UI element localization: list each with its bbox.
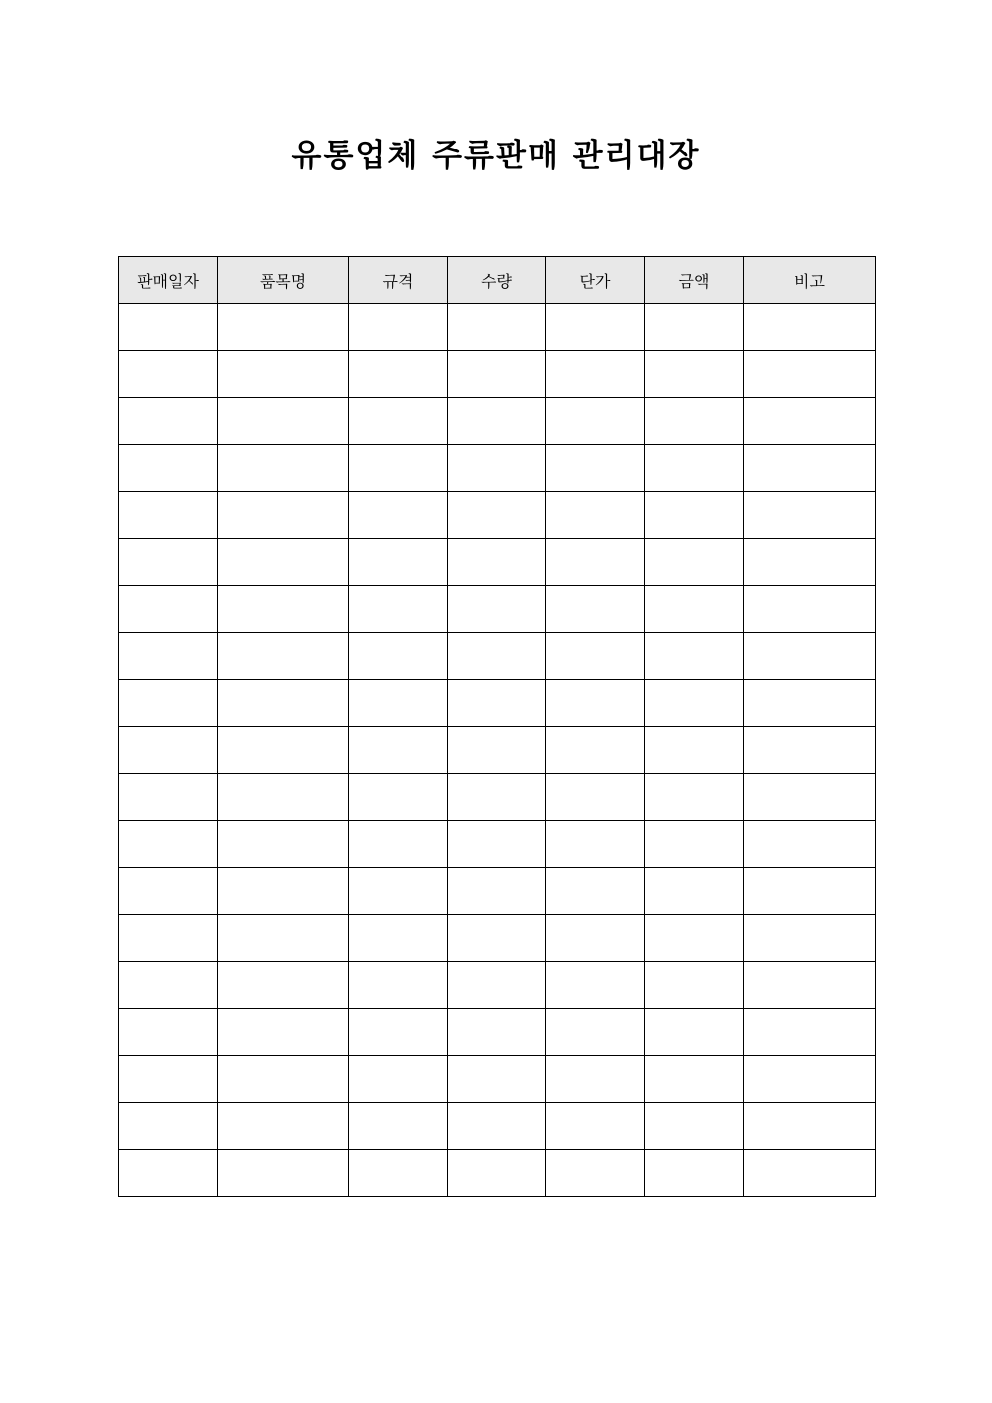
cell-remarks[interactable] <box>744 962 876 1009</box>
cell-quantity[interactable] <box>448 351 546 398</box>
cell-remarks[interactable] <box>744 539 876 586</box>
cell-amount[interactable] <box>645 1056 744 1103</box>
cell-spec[interactable] <box>349 351 448 398</box>
header-remarks: 비고 <box>744 257 876 304</box>
cell-item-name[interactable] <box>218 539 349 586</box>
table-row <box>119 445 876 492</box>
table-row <box>119 821 876 868</box>
cell-sale-date[interactable] <box>119 962 218 1009</box>
header-row <box>119 257 876 304</box>
cell-spec[interactable] <box>349 821 448 868</box>
cell-sale-date[interactable] <box>119 492 218 539</box>
cell-unit-price[interactable] <box>546 774 645 821</box>
cell-sale-date[interactable] <box>119 1150 218 1197</box>
cell-amount[interactable] <box>645 586 744 633</box>
cell-sale-date[interactable] <box>119 868 218 915</box>
cell-unit-price[interactable] <box>546 868 645 915</box>
cell-amount[interactable] <box>645 304 744 351</box>
cell-unit-price[interactable] <box>546 962 645 1009</box>
header-spec: 규격 <box>349 257 448 304</box>
cell-item-name[interactable] <box>218 727 349 774</box>
cell-unit-price[interactable] <box>546 445 645 492</box>
cell-quantity[interactable] <box>448 492 546 539</box>
cell-quantity[interactable] <box>448 774 546 821</box>
table-row <box>119 351 876 398</box>
cell-spec[interactable] <box>349 1103 448 1150</box>
cell-sale-date[interactable] <box>119 351 218 398</box>
cell-item-name[interactable] <box>218 821 349 868</box>
cell-quantity[interactable] <box>448 915 546 962</box>
cell-sale-date[interactable] <box>119 633 218 680</box>
table-row <box>119 1056 876 1103</box>
cell-spec[interactable] <box>349 1009 448 1056</box>
cell-remarks[interactable] <box>744 398 876 445</box>
cell-quantity[interactable] <box>448 1009 546 1056</box>
cell-remarks[interactable] <box>744 633 876 680</box>
cell-remarks[interactable] <box>744 1056 876 1103</box>
cell-spec[interactable] <box>349 680 448 727</box>
header-quantity: 수량 <box>448 257 546 304</box>
cell-sale-date[interactable] <box>119 398 218 445</box>
table-header <box>119 257 876 304</box>
cell-unit-price[interactable] <box>546 492 645 539</box>
cell-quantity[interactable] <box>448 962 546 1009</box>
cell-spec[interactable] <box>349 633 448 680</box>
cell-quantity[interactable] <box>448 398 546 445</box>
table-row <box>119 727 876 774</box>
cell-quantity[interactable] <box>448 304 546 351</box>
cell-unit-price[interactable] <box>546 821 645 868</box>
cell-spec[interactable] <box>349 539 448 586</box>
cell-spec[interactable] <box>349 1056 448 1103</box>
cell-quantity[interactable] <box>448 680 546 727</box>
cell-spec[interactable] <box>349 586 448 633</box>
cell-sale-date[interactable] <box>119 727 218 774</box>
cell-spec[interactable] <box>349 445 448 492</box>
cell-item-name[interactable] <box>218 492 349 539</box>
cell-unit-price[interactable] <box>546 1056 645 1103</box>
table-row <box>119 962 876 1009</box>
header-sale-date: 판매일자 <box>119 257 218 304</box>
header-amount: 금액 <box>645 257 744 304</box>
table-row <box>119 1103 876 1150</box>
cell-unit-price[interactable] <box>546 351 645 398</box>
cell-amount[interactable] <box>645 539 744 586</box>
cell-amount[interactable] <box>645 1150 744 1197</box>
cell-unit-price[interactable] <box>546 586 645 633</box>
cell-item-name[interactable] <box>218 1056 349 1103</box>
cell-spec[interactable] <box>349 962 448 1009</box>
cell-item-name[interactable] <box>218 304 349 351</box>
cell-amount[interactable] <box>645 727 744 774</box>
cell-item-name[interactable] <box>218 398 349 445</box>
cell-quantity[interactable] <box>448 727 546 774</box>
cell-item-name[interactable] <box>218 633 349 680</box>
cell-amount[interactable] <box>645 821 744 868</box>
cell-item-name[interactable] <box>218 915 349 962</box>
cell-item-name[interactable] <box>218 1009 349 1056</box>
table-row <box>119 868 876 915</box>
header-item-name: 품목명 <box>218 257 349 304</box>
cell-amount[interactable] <box>645 351 744 398</box>
cell-sale-date[interactable] <box>119 915 218 962</box>
cell-amount[interactable] <box>645 445 744 492</box>
cell-remarks[interactable] <box>744 445 876 492</box>
table-row <box>119 1009 876 1056</box>
cell-amount[interactable] <box>645 774 744 821</box>
cell-amount[interactable] <box>645 633 744 680</box>
cell-unit-price[interactable] <box>546 304 645 351</box>
cell-amount[interactable] <box>645 868 744 915</box>
cell-remarks[interactable] <box>744 868 876 915</box>
cell-amount[interactable] <box>645 1103 744 1150</box>
cell-quantity[interactable] <box>448 633 546 680</box>
cell-amount[interactable] <box>645 962 744 1009</box>
cell-spec[interactable] <box>349 492 448 539</box>
cell-unit-price[interactable] <box>546 915 645 962</box>
cell-remarks[interactable] <box>744 680 876 727</box>
cell-item-name[interactable] <box>218 351 349 398</box>
cell-quantity[interactable] <box>448 1150 546 1197</box>
cell-unit-price[interactable] <box>546 727 645 774</box>
table-row <box>119 1150 876 1197</box>
cell-remarks[interactable] <box>744 304 876 351</box>
cell-unit-price[interactable] <box>546 633 645 680</box>
cell-quantity[interactable] <box>448 445 546 492</box>
cell-spec[interactable] <box>349 727 448 774</box>
cell-spec[interactable] <box>349 915 448 962</box>
cell-spec[interactable] <box>349 1150 448 1197</box>
cell-item-name[interactable] <box>218 868 349 915</box>
cell-item-name[interactable] <box>218 680 349 727</box>
table-row <box>119 539 876 586</box>
page-title: 유통업체 주류판매 관리대장 <box>291 138 701 174</box>
table-row <box>119 680 876 727</box>
cell-amount[interactable] <box>645 492 744 539</box>
cell-unit-price[interactable] <box>546 539 645 586</box>
cell-remarks[interactable] <box>744 727 876 774</box>
cell-unit-price[interactable] <box>546 398 645 445</box>
table-row <box>119 492 876 539</box>
cell-sale-date[interactable] <box>119 1103 218 1150</box>
cell-spec[interactable] <box>349 774 448 821</box>
cell-unit-price[interactable] <box>546 1009 645 1056</box>
cell-item-name[interactable] <box>218 1103 349 1150</box>
cell-quantity[interactable] <box>448 586 546 633</box>
cell-unit-price[interactable] <box>546 1150 645 1197</box>
cell-item-name[interactable] <box>218 445 349 492</box>
cell-sale-date[interactable] <box>119 821 218 868</box>
cell-remarks[interactable] <box>744 1103 876 1150</box>
cell-item-name[interactable] <box>218 774 349 821</box>
cell-quantity[interactable] <box>448 1103 546 1150</box>
cell-unit-price[interactable] <box>546 680 645 727</box>
cell-remarks[interactable] <box>744 774 876 821</box>
cell-remarks[interactable] <box>744 351 876 398</box>
cell-spec[interactable] <box>349 304 448 351</box>
cell-remarks[interactable] <box>744 492 876 539</box>
cell-spec[interactable] <box>349 868 448 915</box>
cell-remarks[interactable] <box>744 1009 876 1056</box>
cell-sale-date[interactable] <box>119 1056 218 1103</box>
table-row <box>119 398 876 445</box>
cell-amount[interactable] <box>645 398 744 445</box>
cell-sale-date[interactable] <box>119 774 218 821</box>
header-unit-price: 단가 <box>546 257 645 304</box>
cell-unit-price[interactable] <box>546 1103 645 1150</box>
cell-item-name[interactable] <box>218 586 349 633</box>
cell-sale-date[interactable] <box>119 539 218 586</box>
table-row <box>119 915 876 962</box>
cell-sale-date[interactable] <box>119 1009 218 1056</box>
cell-quantity[interactable] <box>448 1056 546 1103</box>
table-row <box>119 633 876 680</box>
table-row <box>119 774 876 821</box>
cell-quantity[interactable] <box>448 868 546 915</box>
cell-quantity[interactable] <box>448 539 546 586</box>
cell-amount[interactable] <box>645 680 744 727</box>
cell-amount[interactable] <box>645 1009 744 1056</box>
cell-item-name[interactable] <box>218 1150 349 1197</box>
cell-remarks[interactable] <box>744 1150 876 1197</box>
cell-sale-date[interactable] <box>119 586 218 633</box>
cell-remarks[interactable] <box>744 915 876 962</box>
cell-item-name[interactable] <box>218 962 349 1009</box>
cell-quantity[interactable] <box>448 821 546 868</box>
cell-amount[interactable] <box>645 915 744 962</box>
cell-remarks[interactable] <box>744 586 876 633</box>
cell-sale-date[interactable] <box>119 445 218 492</box>
table-row <box>119 304 876 351</box>
table-row <box>119 586 876 633</box>
cell-sale-date[interactable] <box>119 680 218 727</box>
table-body <box>119 304 876 1197</box>
sales-ledger-table <box>118 256 876 1197</box>
cell-spec[interactable] <box>349 398 448 445</box>
cell-remarks[interactable] <box>744 821 876 868</box>
cell-sale-date[interactable] <box>119 304 218 351</box>
